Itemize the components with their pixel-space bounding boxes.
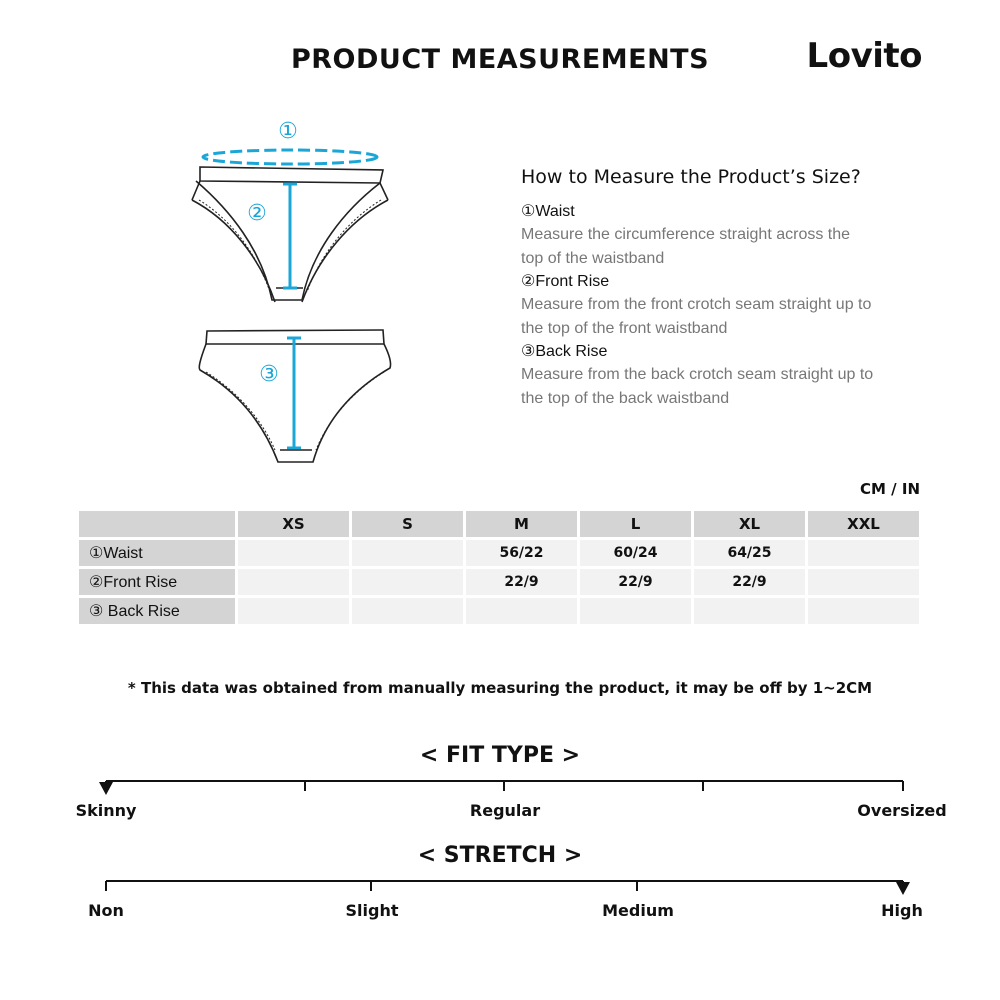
- stretch-label-medium: Medium: [602, 901, 674, 920]
- step-desc: Measure the circumference straight across the: [521, 226, 851, 243]
- col-header: L: [580, 511, 691, 537]
- step-waist: [521, 200, 921, 270]
- step-desc: the top of the front waistband: [521, 319, 728, 337]
- table-cell: [238, 540, 349, 566]
- guide-steps: [521, 200, 921, 410]
- step-name: ②Front Rise: [521, 273, 610, 290]
- guide-heading: How to Measure the Product’s Size?: [521, 166, 861, 188]
- col-header: M: [466, 511, 577, 537]
- table-cell: [808, 540, 919, 566]
- page-title: PRODUCT MEASUREMENTS: [290, 44, 710, 75]
- stretch-label-high: High: [881, 901, 923, 920]
- table-cell: [580, 598, 691, 624]
- fit-type-title: < FIT TYPE >: [419, 743, 581, 768]
- fit-type-scale: [106, 781, 903, 791]
- stretch-title: < STRETCH >: [417, 843, 583, 868]
- row-label: ②Front Rise: [79, 569, 235, 595]
- table-cell: 22/9: [694, 569, 805, 595]
- waist-measure-line: [203, 150, 377, 164]
- marker-back-rise: ③: [259, 362, 279, 387]
- step-name: ①Waist: [521, 203, 575, 220]
- table-cell: [466, 598, 577, 624]
- table-cell: 56/22: [466, 540, 577, 566]
- table-cell: [808, 598, 919, 624]
- table-row: [79, 598, 919, 624]
- marker-waist: ①: [278, 119, 298, 144]
- table-cell: [352, 569, 463, 595]
- step-name: ③Back Rise: [521, 343, 608, 360]
- stretch-label-slight: Slight: [345, 901, 399, 920]
- table-header-row: [79, 511, 919, 537]
- table-cell: [352, 598, 463, 624]
- size-table: [76, 508, 922, 627]
- step-front-rise: [521, 270, 921, 340]
- col-header: XS: [238, 511, 349, 537]
- col-header: XXL: [808, 511, 919, 537]
- step-desc: the top of the back waistband: [521, 389, 730, 407]
- row-label: ③ Back Rise: [79, 598, 235, 624]
- table-cell: [694, 598, 805, 624]
- table-cell: 22/9: [580, 569, 691, 595]
- table-cell: 22/9: [466, 569, 577, 595]
- fit-type-indicator: [99, 782, 113, 795]
- col-header: S: [352, 511, 463, 537]
- table-row: [79, 569, 919, 595]
- table-cell: 60/24: [580, 540, 691, 566]
- stretch-indicator: [896, 882, 910, 895]
- fit-label-skinny: Skinny: [75, 801, 137, 820]
- step-back-rise: [521, 340, 921, 410]
- table-cell: [352, 540, 463, 566]
- brand-logo: Lovito: [806, 36, 922, 76]
- step-desc: Measure from the front crotch seam straight up to: [521, 296, 872, 313]
- step-desc: Measure from the back crotch seam straight up to: [521, 366, 874, 383]
- col-header: XL: [694, 511, 805, 537]
- table-cell: 64/25: [694, 540, 805, 566]
- fit-label-oversized: Oversized: [857, 801, 947, 820]
- measurement-note: * This data was obtained from manually measuring the product, it may be off by 1~2CM: [127, 679, 873, 697]
- unit-label: CM / IN: [860, 480, 920, 498]
- row-label: ①Waist: [79, 540, 235, 566]
- stretch-scale: [106, 881, 903, 891]
- table-corner: [79, 511, 235, 537]
- fit-label-regular: Regular: [469, 801, 541, 820]
- stretch-label-non: Non: [88, 901, 124, 920]
- table-row: [79, 540, 919, 566]
- marker-front-rise: ②: [247, 201, 267, 226]
- table-cell: [238, 598, 349, 624]
- table-cell: [238, 569, 349, 595]
- table-cell: [808, 569, 919, 595]
- step-desc: top of the waistband: [521, 249, 665, 267]
